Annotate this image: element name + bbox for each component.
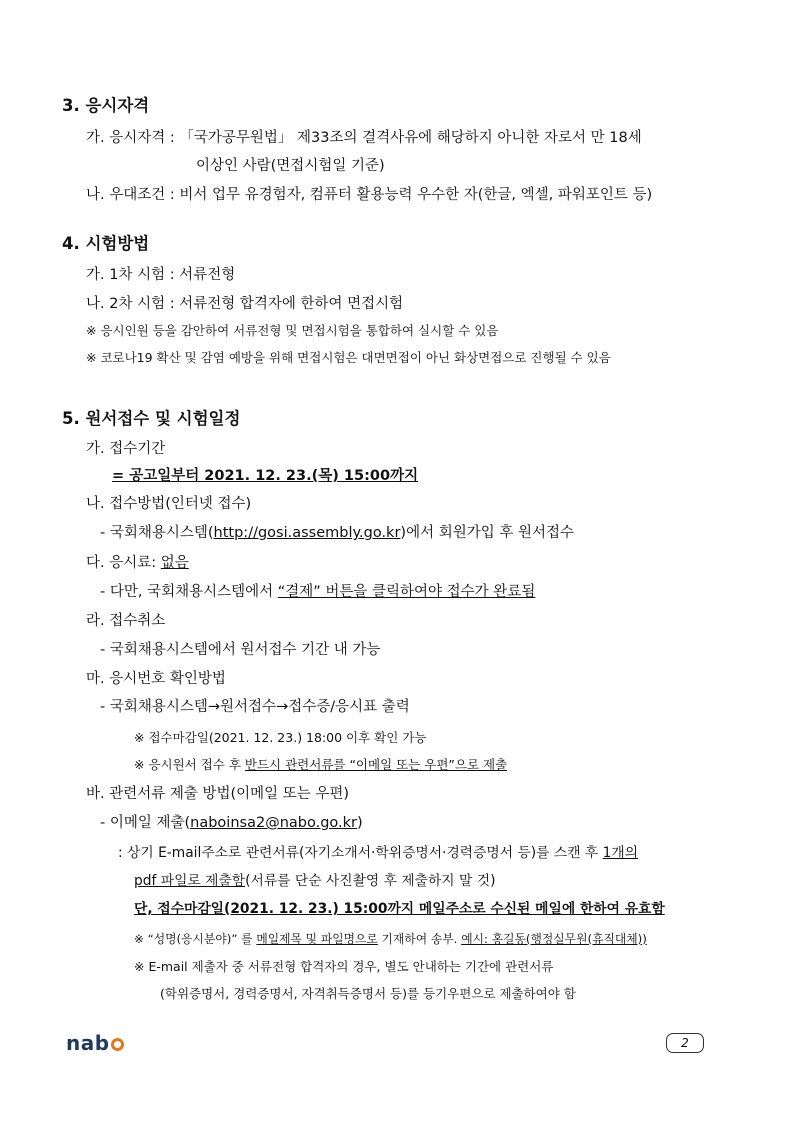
second-exam: 나. 2차 시험 : 서류전형 합격자에 한하여 면접시험 <box>86 296 404 312</box>
section-3-heading: 3. 응시자격 <box>62 96 150 115</box>
exam-number-detail: - 국회채용시스템→원서접수→접수증/응시표 출력 <box>100 699 410 715</box>
qualification-line-2: 이상인 사람(면접시험일 기준) <box>196 158 385 174</box>
exam-number-note-1: ※ 접수마감일(2021. 12. 23.) 18:00 이후 확인 가능 <box>134 730 427 745</box>
exam-number-note-2: ※ 응시원서 접수 후 반드시 관련서류를 “이메일 또는 우편”으로 제출 <box>134 757 508 772</box>
deadline-emphasis: 단, 접수마감일(2021. 12. 23.) 15:00까지 메일주소로 수신된 메일에 한하여 유효함 <box>134 901 665 917</box>
qualification-line-1: 가. 응시자격 : 「국가공무원법」 제33조의 결격사유에 해당하지 아니한 자로서 만 18세 <box>86 130 642 146</box>
first-exam: 가. 1차 시험 : 서류전형 <box>86 267 236 283</box>
logo-ring-icon <box>111 1038 124 1051</box>
postal-note-1: ※ E-mail 제출자 중 서류전형 합격자의 경우, 별도 안내하는 기간에 관련서류 <box>134 959 554 974</box>
section-4-heading: 4. 시험방법 <box>62 234 150 253</box>
gosi-link[interactable]: http://gosi.assembly.go.kr <box>213 525 401 541</box>
nabo-logo: nab <box>66 1031 124 1055</box>
documents-label: 바. 관련서류 제출 방법(이메일 또는 우편) <box>86 786 350 802</box>
exam-note-1: ※ 응시인원 등을 감안하여 서류전형 및 면접시험을 통합하여 실시할 수 있음 <box>86 323 499 338</box>
cancel-label: 라. 접수취소 <box>86 613 166 629</box>
cancel-detail: - 국회채용시스템에서 원서접수 기간 내 가능 <box>100 642 381 658</box>
fee-detail: - 다만, 국회채용시스템에서 “결제” 버튼을 클릭하여야 접수가 완료됨 <box>100 584 536 600</box>
application-method-detail: - 국회채용시스템(http://gosi.assembly.go.kr)에서 회원가입 후 원서접수 <box>100 525 574 541</box>
application-period-label: 가. 접수기간 <box>86 441 166 457</box>
email-naming-note: ※ “성명(응시분야)” 를 메일제목 및 파일명으로 기재하여 송부. 예시: 홍길동(행정실무원(휴직대체)) <box>134 932 647 946</box>
postal-note-2: (학위증명서, 경력증명서, 자격취득증명서 등)를 등기우편으로 제출하여야 함 <box>160 986 576 1001</box>
email-instruction-2: pdf 파일로 제출함(서류를 단순 사진촬영 후 제출하지 말 것) <box>134 873 496 889</box>
application-period-detail: = 공고일부터 2021. 12. 23.(목) 15:00까지 <box>112 468 419 484</box>
preference-condition: 나. 우대조건 : 비서 업무 유경험자, 컴퓨터 활용능력 우수한 자(한글, 엑셀, 파워포인트 등) <box>86 187 653 203</box>
exam-number-label: 마. 응시번호 확인방법 <box>86 671 226 687</box>
application-method-label: 나. 접수방법(인터넷 접수) <box>86 496 252 512</box>
page-number: 2 <box>666 1033 704 1053</box>
fee-line: 다. 응시료: 없음 <box>86 555 189 571</box>
section-5-heading: 5. 원서접수 및 시험일정 <box>62 409 241 428</box>
fee-value: 없음 <box>160 555 189 571</box>
email-instruction-1: : 상기 E-mail주소로 관련서류(자기소개서·학위증명서·경력증명서 등)를 스캔 후 1개의 <box>118 845 639 861</box>
email-submit-line: - 이메일 제출(naboinsa2@nabo.go.kr) <box>100 815 363 831</box>
email-link[interactable]: naboinsa2@nabo.go.kr <box>190 815 357 831</box>
exam-note-2: ※ 코로나19 확산 및 감염 예방을 위해 면접시험은 대면면접이 아닌 화상면접으로 진행될 수 있음 <box>86 350 611 365</box>
